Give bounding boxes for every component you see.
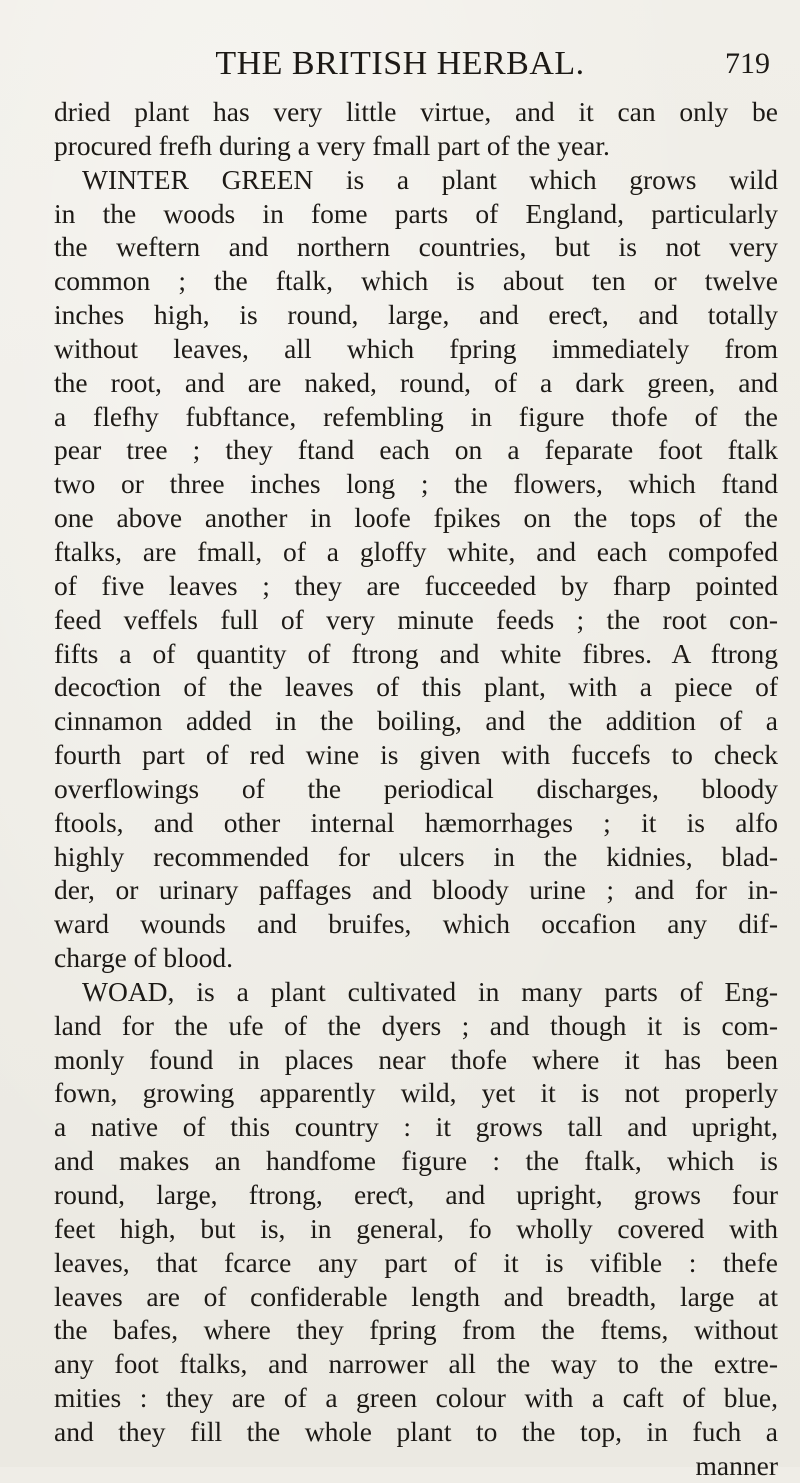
text-line: fifts a of quantity of ftrong and white fibres. A ftrong — [54, 637, 778, 669]
text-line: any foot ftalks, and narrower all the way to the extre- — [54, 1348, 778, 1380]
running-title: THE BRITISH HERBAL. — [215, 45, 585, 82]
text-line: the root, and are naked, round, of a dark green, and — [54, 366, 778, 398]
text-line: the weftern and northern countries, but is not very — [54, 231, 778, 263]
text-line: two or three inches long ; the flowers, which ftand — [54, 468, 778, 500]
text-line: leaves, that fcarce any part of it is vifible : thefe — [54, 1246, 778, 1278]
text-line: land for the ufe of the dyers ; and though it is com- — [54, 1009, 778, 1041]
text-line: in the woods in fome parts of England, particularly — [54, 197, 778, 229]
text-line: common ; the ftalk, which is about ten or twelve — [54, 265, 778, 297]
text-line: ward wounds and bruifes, which occafion any dif- — [54, 908, 778, 940]
text-line: without leaves, all which fpring immediately from — [54, 332, 778, 364]
text-line: ftalks, are fmall, of a gloffy white, and each compofed — [54, 535, 778, 567]
text-line: round, large, ftrong, ereƈt, and upright, grows four — [54, 1179, 778, 1210]
text-line: and they fill the whole plant to the top, in fuch a — [54, 1415, 778, 1447]
text-line: der, or urinary paffages and bloody urine ; and for in- — [54, 874, 778, 906]
text-line: the bafes, where they fpring from the ftems, without — [54, 1314, 778, 1346]
text-line: monly found in places near thofe where it has been — [54, 1043, 778, 1075]
page-header — [0, 44, 800, 84]
text-line: decoƈtion of the leaves of this plant, with a piece of — [54, 671, 778, 703]
entry-start-line: WOAD, is a plant cultivated in many parts of Eng- — [82, 975, 778, 1007]
text-line: a flefhy fubftance, refembling in figure thofe of the — [54, 400, 778, 432]
entry-start-line: WINTER GREEN is a plant which grows wild — [82, 163, 778, 195]
text-line: charge of blood. — [54, 942, 233, 974]
page-number: 719 — [725, 47, 770, 80]
text-line: feed veffels full of very minute feeds ; the root con- — [54, 603, 778, 635]
text-line: overflowings of the periodical discharges, bloody — [54, 772, 778, 804]
text-line: inches high, is round, large, and ereƈt, and totally — [54, 299, 778, 331]
body-text — [54, 95, 778, 1483]
text-line: fourth part of red wine is given with fuccefs to check — [54, 739, 778, 771]
text-line: mities : they are of a green colour with a caft of blue, — [54, 1382, 778, 1414]
text-line: leaves are of confiderable length and breadth, large at — [54, 1280, 778, 1312]
catchword: manner — [695, 1449, 778, 1481]
text-line: pear tree ; they ftand each on a feparate foot ftalk — [54, 434, 778, 466]
text-line: a native of this country : it grows tall and upright, — [54, 1111, 778, 1143]
text-line: and makes an handfome figure : the ftalk, which is — [54, 1145, 778, 1177]
text-line: one above another in loofe fpikes on the tops of the — [54, 502, 778, 534]
text-line: cinnamon added in the boiling, and the addition of a — [54, 705, 778, 737]
text-line: procured frefh during a very fmall part of the year. — [54, 129, 610, 161]
text-line: ftools, and other internal hæmorrhages ; it is alfo — [54, 806, 778, 838]
text-line: highly recommended for ulcers in the kidnies, blad- — [54, 840, 778, 872]
text-line: feet high, but is, in general, fo wholly covered with — [54, 1212, 778, 1244]
text-line: of five leaves ; they are fucceeded by fharp pointed — [54, 569, 778, 601]
text-line: fown, growing apparently wild, yet it is not properly — [54, 1077, 778, 1109]
text-line: dried plant has very little virtue, and it can only be — [54, 96, 778, 127]
